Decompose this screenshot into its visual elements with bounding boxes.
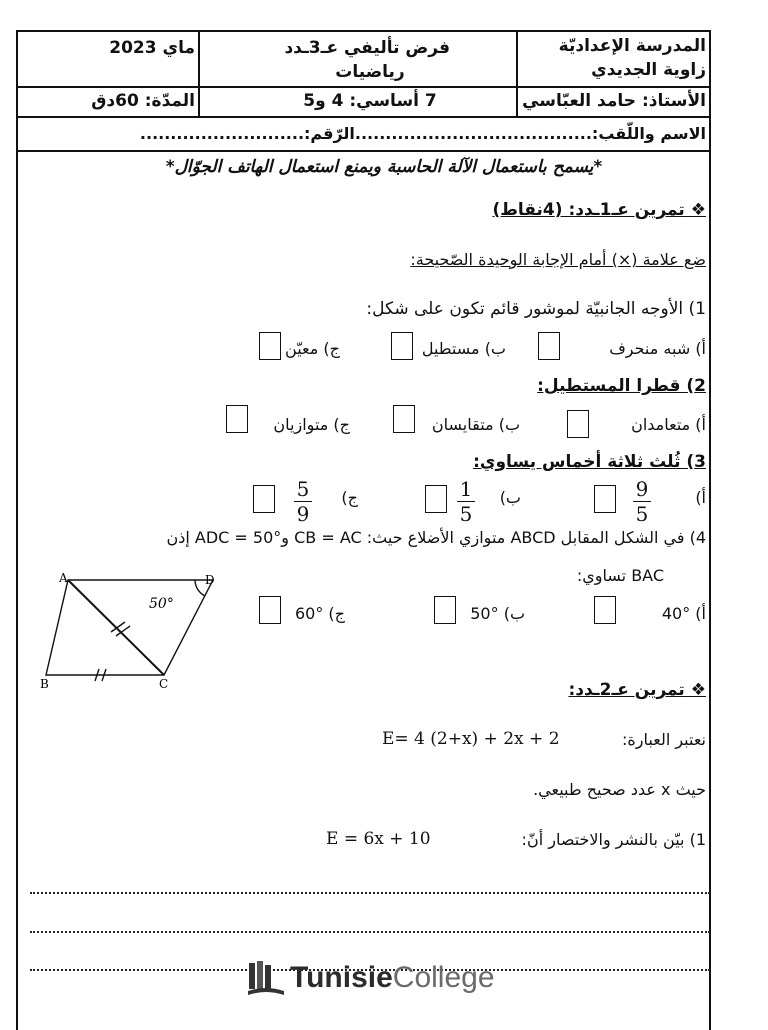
- header-divider: [198, 88, 200, 116]
- q3-b-numerator: 1: [459, 477, 473, 501]
- q4-text: 4) في الشكل المقابل ABCD متوازي الأضلاع حيث: CB = AC و°ADC = 50 إذن: [166, 528, 706, 547]
- diamond-bullet-icon: ❖: [684, 200, 706, 220]
- q3-c-numerator: 5: [296, 477, 310, 501]
- school-location: زاوية الجديدي: [591, 60, 706, 80]
- vertex-label-d: D: [205, 573, 215, 587]
- q3-c-denominator: 9: [296, 502, 310, 526]
- q3-checkbox-a[interactable]: [594, 485, 616, 513]
- answer-line[interactable]: [30, 892, 710, 894]
- q1-option-c: ج) معيّن: [285, 339, 340, 358]
- q4-option-b: ب) °50: [470, 604, 525, 623]
- exam-duration: المدّة: 60دق: [91, 91, 195, 111]
- q3-checkbox-b[interactable]: [425, 485, 447, 513]
- q3-a-denominator: 5: [635, 502, 649, 526]
- exercise1-title: [492, 200, 706, 220]
- exam-date: ماي 2023: [109, 38, 195, 58]
- q1-option-b: ب) مستطيل: [421, 339, 506, 358]
- exam-title: فرض تأليفي عـ3ـدد: [284, 38, 450, 58]
- q2-text: 2) قطرا المستطيل:: [537, 376, 706, 396]
- parallelogram-shape: [46, 580, 213, 675]
- q1-checkbox-b[interactable]: [391, 332, 413, 360]
- q2-option-b: ب) متقايسان: [431, 415, 520, 434]
- ex2-expression: E= 4 (2+x) + 2x + 2: [382, 729, 560, 749]
- q1-text: 1) الأوجه الجانبيّة لموشور قائم تكون على شكل:: [366, 299, 706, 319]
- q4-checkbox-c[interactable]: [259, 596, 281, 624]
- vertex-label-a: A: [59, 571, 68, 585]
- vertex-label-c: C: [159, 677, 169, 691]
- q2-checkbox-c[interactable]: [226, 405, 248, 433]
- ex2-where: حيث x عدد صحيح طبيعي.: [533, 780, 706, 799]
- exercise1-instruction: ضع علامة (×) أمام الإجابة الوحيدة الصّحيحة:: [410, 250, 706, 269]
- q2-checkbox-b[interactable]: [393, 405, 415, 433]
- watermark-brand-bold: Tunisie: [290, 961, 393, 994]
- q4-checkbox-b[interactable]: [434, 596, 456, 624]
- q4-option-a: أ) °40: [661, 604, 706, 623]
- vertex-label-b: B: [40, 677, 49, 691]
- q3-label-c: ج): [341, 488, 358, 507]
- angle-arc: [195, 580, 205, 596]
- q3-label-a: أ): [695, 488, 706, 507]
- exercise2-title: [568, 680, 706, 700]
- q3-fraction-b: [457, 478, 475, 525]
- teacher-name: الأستاذ: حامد العبّاسي: [522, 91, 706, 111]
- q3-label-b: ب): [499, 488, 521, 507]
- q1-checkbox-a[interactable]: [538, 332, 560, 360]
- q1-checkbox-c[interactable]: [259, 332, 281, 360]
- diagonal-ac: [68, 580, 164, 675]
- q3-b-denominator: 5: [459, 502, 473, 526]
- watermark-logo: [246, 958, 495, 998]
- ex2-consider: نعتبر العبارة:: [622, 730, 706, 749]
- exercise2-title-text: تمرين عـ2ـدد:: [568, 680, 685, 700]
- school-name: المدرسة الإعداديّة: [558, 36, 706, 56]
- diamond-bullet-icon: ❖: [684, 680, 706, 700]
- header-divider: [516, 32, 518, 86]
- q3-fraction-c: [294, 478, 312, 525]
- q4-checkbox-a[interactable]: [594, 596, 616, 624]
- q1-option-a: أ) شبه منحرف: [609, 339, 706, 358]
- book-logo-icon: [246, 959, 286, 997]
- q4-option-c: ج) °60: [294, 604, 345, 623]
- name-number-field: الاسم واللّقب:.......................................الرّقم:...........................: [139, 124, 706, 143]
- exam-subject: رياضيات: [335, 62, 405, 82]
- class-level: 7 أساسي: 4 و5: [303, 91, 437, 111]
- q4-text-2: BAC تساوي:: [576, 566, 664, 585]
- q2-checkbox-a[interactable]: [567, 410, 589, 438]
- ex2-q1-expression: E = 6x + 10: [326, 829, 431, 849]
- header-divider: [516, 88, 518, 116]
- q2-option-a: أ) متعامدان: [631, 415, 706, 434]
- q3-checkbox-c[interactable]: [253, 485, 275, 513]
- parallelogram-figure: [35, 570, 230, 695]
- exercise1-title-text: تمرين عـ1ـدد: (4نقاط): [492, 200, 685, 220]
- q3-a-numerator: 9: [635, 477, 649, 501]
- q2-option-c: ج) متوازيان: [273, 415, 350, 434]
- header-divider: [198, 32, 200, 86]
- q3-text: 3) ثُلث ثلاثة أخماس يساوي:: [473, 452, 706, 472]
- calculator-notice: *يسمح باستعمال الآلة الحاسبة ويمنع استعمال الهاتف الجوّال*: [165, 157, 603, 177]
- q3-fraction-a: [633, 478, 651, 525]
- answer-line[interactable]: [30, 931, 710, 933]
- ex2-q1-text: 1) بيّن بالنشر والاختصار أنّ:: [521, 830, 706, 849]
- watermark-brand-light: College: [392, 961, 495, 994]
- angle-label: 50°: [149, 596, 174, 612]
